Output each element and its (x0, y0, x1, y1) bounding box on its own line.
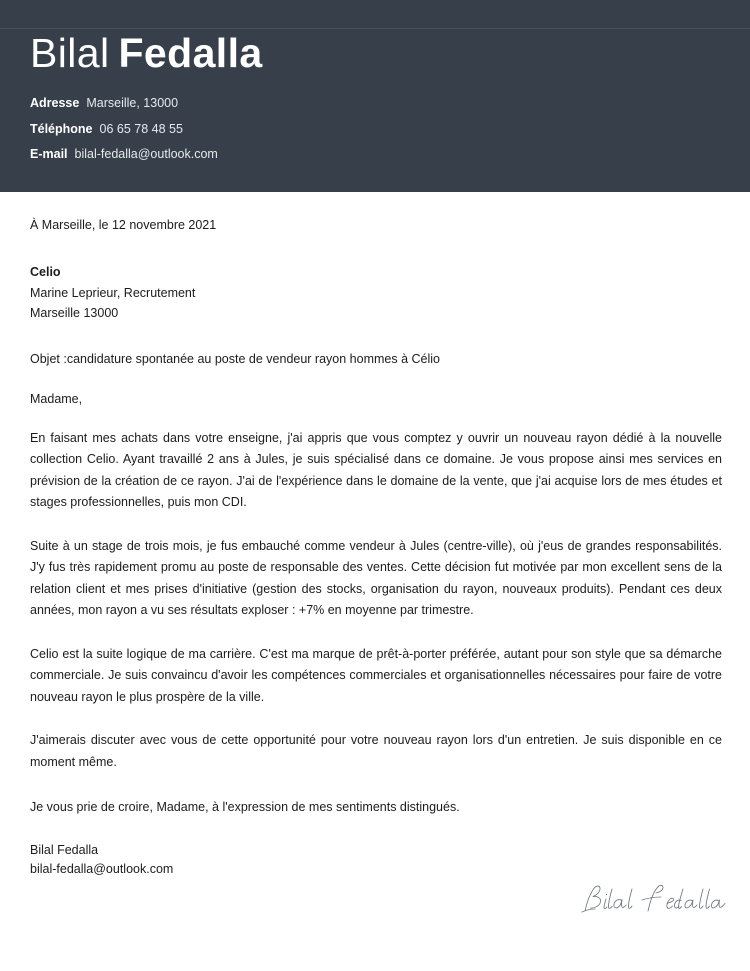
contact-row-email (30, 147, 218, 163)
contact-label-telephone: Téléphone (30, 121, 93, 136)
signoff-name: Bilal Fedalla (30, 842, 99, 857)
contact-value-adresse: Marseille, 13000 (86, 96, 179, 110)
contact-details (30, 96, 218, 173)
letter-header-banner (0, 0, 750, 192)
letter-body (0, 218, 750, 880)
date-line: À Marseille, le 12 novembre 2021 (30, 218, 217, 232)
last-name: Fedalla (118, 30, 263, 76)
header-top-divider (0, 28, 750, 29)
body-paragraph-3: Celio est la suite logique de ma carrière. C'est ma marque de prêt-à-porter préférée, autant pour son style que sa démarche commerciale. Je suis convaincu d'avoir les compétences commerciales et organisationnelles nécessaires pour faire de votre nouveau rayon le plus prospère de la ville. (30, 646, 722, 704)
handwritten-signature (578, 877, 728, 923)
body-paragraph-1: En faisant mes achats dans votre enseigne, j'ai appris que vous comptez y ouvrir un nouveau rayon dédié à la nouvelle collection Celio. Ayant travaillé 2 ans à Jules, je suis spécialisé dans ce domaine. Je vous propose ainsi mes services en prévision de la création de ce rayon. J'ai de l'expérience dans le domaine de la vente, que j'ai acquise lors de mes études et stages professionnelles, puis mon CDI. (30, 430, 722, 510)
recipient-city: Marseille 13000 (30, 306, 119, 321)
signoff-block (30, 841, 722, 880)
contact-value-email: bilal-fedalla@outlook.com (74, 147, 218, 162)
recipient-company: Celio (30, 265, 61, 279)
contact-row-telephone (30, 122, 218, 138)
recipient-block (30, 262, 722, 324)
closing-formula: Je vous prie de croire, Madame, à l'expression de mes sentiments distingués. (30, 800, 460, 815)
body-paragraph-2: Suite à un stage de trois mois, je fus embauché comme vendeur à Jules (centre-ville), où j'eus de grandes responsabilités. J'y fus très rapidement promu au poste de responsable des ventes. Cette décision fut motivée par mon excellent sens de la relation client et mes prises d'initiative (gestion des stocks, organisation du rayon, nouveaux produits). Pendant ces deux années, mon rayon a vu ses résultats exploser : +7% en moyenne par trimestre. (30, 538, 722, 618)
contact-label-adresse: Adresse (30, 96, 80, 110)
salutation: Madame, (30, 391, 83, 406)
contact-value-telephone: 06 65 78 48 55 (99, 121, 183, 136)
page-title (30, 30, 263, 76)
recipient-contact-person: Marine Leprieur, Recrutement (30, 285, 196, 300)
subject-line: Objet :candidature spontanée au poste de vendeur rayon hommes à Célio (30, 351, 440, 366)
contact-label-email: E-mail (30, 147, 68, 162)
signoff-email: bilal-fedalla@outlook.com (30, 862, 174, 877)
contact-row-adresse (30, 96, 218, 112)
body-paragraph-4: J'aimerais discuter avec vous de cette opportunité pour votre nouveau rayon lors d'un entretien. Je suis disponible en ce moment même. (30, 733, 722, 769)
first-name: Bilal (30, 30, 110, 76)
